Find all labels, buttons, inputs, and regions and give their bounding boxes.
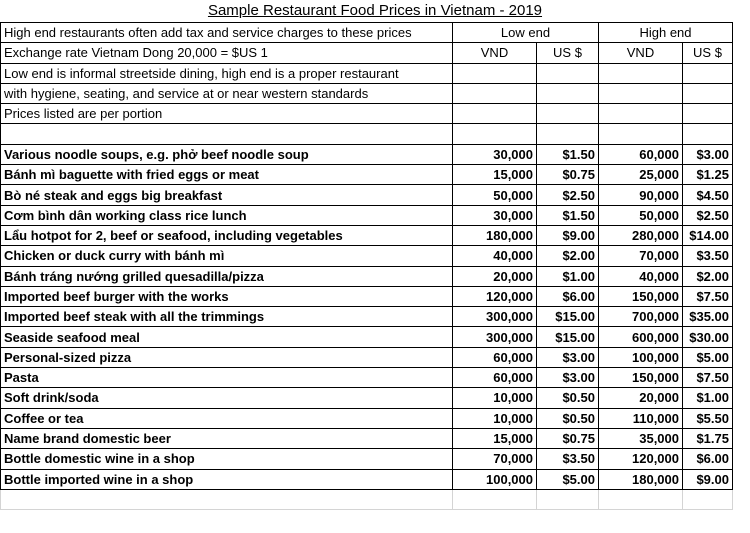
high-vnd-price: 150,000 [599, 286, 683, 306]
note-cell: Low end is informal streetside dining, high end is a proper restaurant [1, 63, 453, 83]
item-name: Coffee or tea [1, 408, 453, 428]
high-usd-price: $4.50 [683, 185, 733, 205]
high-usd-price: $1.00 [683, 388, 733, 408]
low-vnd-price: 70,000 [453, 449, 537, 469]
header-row-5 [1, 104, 733, 124]
high-vnd-header: VND [599, 43, 683, 63]
item-name: Personal-sized pizza [1, 347, 453, 367]
table-row [1, 368, 733, 388]
high-usd-price: $7.50 [683, 368, 733, 388]
table-row [1, 225, 733, 245]
high-vnd-price: 120,000 [599, 449, 683, 469]
high-usd-price: $2.00 [683, 266, 733, 286]
low-usd-price: $2.00 [537, 246, 599, 266]
table-row [1, 388, 733, 408]
high-usd-header: US $ [683, 43, 733, 63]
table-row [1, 469, 733, 489]
item-name: Bánh mì baguette with fried eggs or meat [1, 165, 453, 185]
item-name: Bottle imported wine in a shop [1, 469, 453, 489]
low-vnd-price: 40,000 [453, 246, 537, 266]
header-row-4 [1, 83, 733, 103]
table-row [1, 327, 733, 347]
high-usd-price: $3.50 [683, 246, 733, 266]
item-name: Seaside seafood meal [1, 327, 453, 347]
low-vnd-price: 30,000 [453, 205, 537, 225]
low-vnd-price: 15,000 [453, 428, 537, 448]
item-name: Name brand domestic beer [1, 428, 453, 448]
high-vnd-price: 180,000 [599, 469, 683, 489]
price-table [0, 22, 733, 510]
low-vnd-price: 50,000 [453, 185, 537, 205]
low-vnd-price: 180,000 [453, 225, 537, 245]
table-row [1, 347, 733, 367]
low-vnd-price: 120,000 [453, 286, 537, 306]
high-usd-price: $35.00 [683, 307, 733, 327]
item-name: Bottle domestic wine in a shop [1, 449, 453, 469]
item-name: Lẩu hotpot for 2, beef or seafood, including vegetables [1, 225, 453, 245]
low-usd-price: $0.50 [537, 408, 599, 428]
header-row-2 [1, 43, 733, 63]
table-row [1, 266, 733, 286]
high-usd-price: $2.50 [683, 205, 733, 225]
item-name: Imported beef steak with all the trimmings [1, 307, 453, 327]
low-usd-price: $5.00 [537, 469, 599, 489]
low-vnd-price: 60,000 [453, 347, 537, 367]
high-usd-price: $5.00 [683, 347, 733, 367]
high-vnd-price: 25,000 [599, 165, 683, 185]
table-row [1, 307, 733, 327]
low-usd-price: $6.00 [537, 286, 599, 306]
high-vnd-price: 70,000 [599, 246, 683, 266]
note-cell: with hygiene, seating, and service at or near western standards [1, 83, 453, 103]
high-usd-price: $7.50 [683, 286, 733, 306]
low-usd-price: $1.50 [537, 205, 599, 225]
high-usd-price: $3.00 [683, 144, 733, 164]
low-vnd-price: 10,000 [453, 388, 537, 408]
low-usd-price: $3.00 [537, 347, 599, 367]
page-title: Sample Restaurant Food Prices in Vietnam - 2019 [207, 2, 543, 19]
low-vnd-price: 20,000 [453, 266, 537, 286]
low-vnd-price: 60,000 [453, 368, 537, 388]
low-end-header: Low end [453, 23, 599, 43]
table-row [1, 165, 733, 185]
low-usd-price: $0.75 [537, 165, 599, 185]
high-vnd-price: 35,000 [599, 428, 683, 448]
low-usd-price: $1.00 [537, 266, 599, 286]
low-usd-price: $0.75 [537, 428, 599, 448]
low-vnd-header: VND [453, 43, 537, 63]
table-row [1, 449, 733, 469]
low-vnd-price: 15,000 [453, 165, 537, 185]
low-usd-header: US $ [537, 43, 599, 63]
item-name: Bò né steak and eggs big breakfast [1, 185, 453, 205]
item-name: Bánh tráng nướng grilled quesadilla/pizza [1, 266, 453, 286]
low-vnd-price: 300,000 [453, 327, 537, 347]
high-usd-price: $9.00 [683, 469, 733, 489]
table-row [1, 428, 733, 448]
table-row [1, 408, 733, 428]
table-row [1, 205, 733, 225]
high-vnd-price: 600,000 [599, 327, 683, 347]
high-vnd-price: 100,000 [599, 347, 683, 367]
table-row [1, 144, 733, 164]
high-vnd-price: 60,000 [599, 144, 683, 164]
high-end-header: High end [599, 23, 733, 43]
spacer-row [1, 124, 733, 144]
note-cell: Exchange rate Vietnam Dong 20,000 = $US 1 [1, 43, 453, 63]
item-name: Chicken or duck curry with bánh mì [1, 246, 453, 266]
high-usd-price: $14.00 [683, 225, 733, 245]
header-row-1 [1, 23, 733, 43]
high-vnd-price: 280,000 [599, 225, 683, 245]
item-name: Imported beef burger with the works [1, 286, 453, 306]
low-usd-price: $15.00 [537, 327, 599, 347]
high-vnd-price: 50,000 [599, 205, 683, 225]
high-usd-price: $6.00 [683, 449, 733, 469]
table-row [1, 185, 733, 205]
high-vnd-price: 40,000 [599, 266, 683, 286]
table-row [1, 286, 733, 306]
high-vnd-price: 700,000 [599, 307, 683, 327]
note-cell: High end restaurants often add tax and service charges to these prices [1, 23, 453, 43]
low-usd-price: $0.50 [537, 388, 599, 408]
low-usd-price: $3.50 [537, 449, 599, 469]
high-vnd-price: 90,000 [599, 185, 683, 205]
low-vnd-price: 300,000 [453, 307, 537, 327]
low-vnd-price: 10,000 [453, 408, 537, 428]
low-usd-price: $15.00 [537, 307, 599, 327]
empty-row [1, 489, 733, 509]
high-usd-price: $1.25 [683, 165, 733, 185]
high-vnd-price: 150,000 [599, 368, 683, 388]
header-row-3 [1, 63, 733, 83]
item-name: Soft drink/soda [1, 388, 453, 408]
low-usd-price: $3.00 [537, 368, 599, 388]
item-name: Various noodle soups, e.g. phở beef noodle soup [1, 144, 453, 164]
low-usd-price: $9.00 [537, 225, 599, 245]
note-cell: Prices listed are per portion [1, 104, 453, 124]
low-usd-price: $1.50 [537, 144, 599, 164]
high-usd-price: $1.75 [683, 428, 733, 448]
item-name: Cơm bình dân working class rice lunch [1, 205, 453, 225]
low-vnd-price: 100,000 [453, 469, 537, 489]
high-usd-price: $5.50 [683, 408, 733, 428]
high-usd-price: $30.00 [683, 327, 733, 347]
item-name: Pasta [1, 368, 453, 388]
low-usd-price: $2.50 [537, 185, 599, 205]
high-vnd-price: 20,000 [599, 388, 683, 408]
table-row [1, 246, 733, 266]
low-vnd-price: 30,000 [453, 144, 537, 164]
high-vnd-price: 110,000 [599, 408, 683, 428]
